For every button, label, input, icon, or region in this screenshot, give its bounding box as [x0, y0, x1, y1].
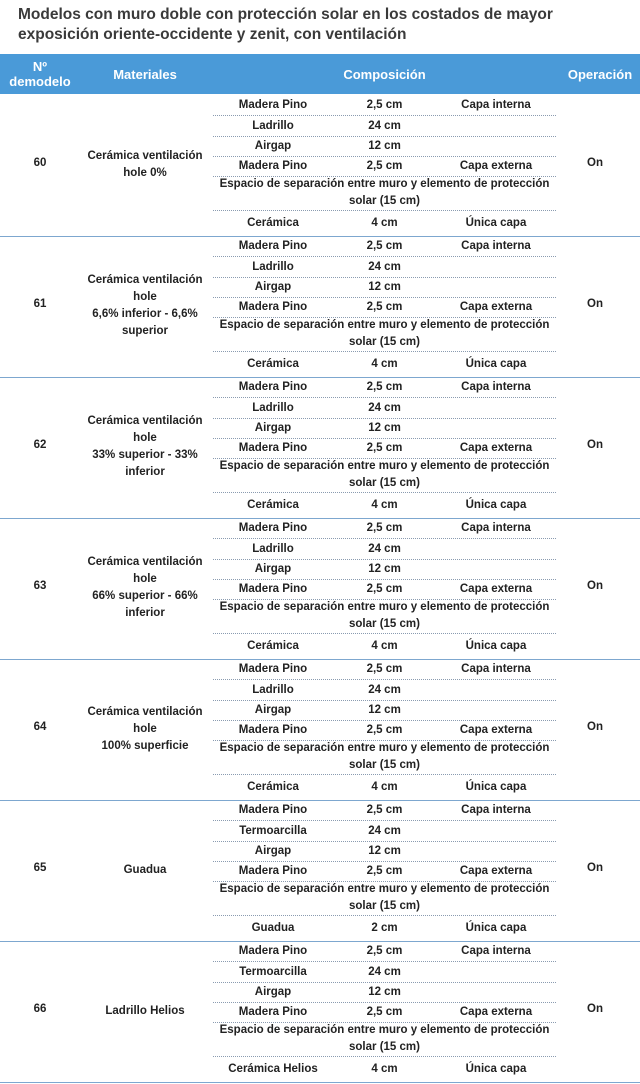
layer-note: Capa interna — [461, 804, 531, 816]
layer-thickness: 4 cm — [371, 640, 398, 652]
layer-material: Ladrillo — [252, 402, 294, 414]
model-number: 65 — [33, 862, 47, 874]
layer-material: Madera Pino — [238, 381, 308, 393]
model-material-line: Cerámica ventilación — [87, 274, 203, 286]
separator-row — [213, 599, 556, 634]
composition-row — [213, 861, 556, 882]
composition-row — [213, 398, 556, 419]
model-material-line: hole — [133, 291, 157, 303]
separator-text: Espacio de separación entre muro y elemento de protección solar (15 cm) — [219, 178, 550, 207]
layer-thickness: 24 cm — [368, 684, 401, 696]
layer-thickness: 24 cm — [368, 402, 401, 414]
separator-row — [213, 1022, 556, 1057]
layer-note: Capa externa — [459, 865, 533, 877]
composition-row — [213, 297, 556, 318]
composition-row — [213, 579, 556, 600]
model-number: 60 — [33, 157, 47, 169]
composition-row — [213, 95, 556, 116]
layer-thickness: 2,5 cm — [366, 663, 403, 675]
model-group — [0, 800, 640, 942]
table-header — [0, 54, 640, 94]
model-material-line: Ladrillo Helios — [105, 1005, 185, 1017]
layer-material: Madera Pino — [238, 522, 308, 534]
layer-thickness: 2,5 cm — [366, 945, 403, 957]
header-numero-line-2: demodelo — [9, 74, 71, 89]
layer-thickness: 2,5 cm — [366, 522, 403, 534]
layer-note: Única capa — [465, 358, 527, 370]
table-title: Modelos con muro doble con protección solar en los costados de mayor exposición oriente-occidente y zenit, con ventilación — [18, 6, 553, 43]
layer-material: Madera Pino — [238, 583, 308, 595]
separator-row — [213, 176, 556, 211]
model-material-line: Cerámica ventilación — [87, 706, 203, 718]
layer-note: Capa interna — [461, 381, 531, 393]
separator-text: Espacio de separación entre muro y elemento de protección solar (15 cm) — [219, 883, 550, 912]
layer-note: Capa externa — [459, 442, 533, 454]
header-numero-line-1: Nº — [32, 59, 48, 74]
model-operation: On — [587, 439, 603, 451]
layer-note: Única capa — [465, 499, 527, 511]
layer-material: Guadua — [251, 922, 295, 934]
model-material — [80, 704, 210, 755]
model-material-line: 6,6% inferior - 6,6% — [92, 308, 198, 320]
model-material-line: 33% superior - 33% — [92, 449, 198, 461]
composition-row — [213, 1002, 556, 1023]
layer-material: Termoarcilla — [239, 825, 307, 837]
model-number: 61 — [33, 298, 47, 310]
composition-row — [213, 841, 556, 862]
layer-thickness: 2,5 cm — [366, 583, 403, 595]
model-operation: On — [587, 721, 603, 733]
composition-row — [213, 720, 556, 741]
layer-note: Única capa — [465, 217, 527, 229]
layer-material: Ladrillo — [252, 684, 294, 696]
model-operation: On — [587, 580, 603, 592]
model-material-line: Cerámica ventilación — [87, 415, 203, 427]
composition-row — [213, 236, 556, 257]
model-material-line: hole 0% — [123, 167, 167, 179]
model-material — [80, 272, 210, 340]
layer-thickness: 4 cm — [371, 499, 398, 511]
separator-text: Espacio de separación entre muro y elemento de protección solar (15 cm) — [219, 319, 550, 348]
layer-note: Única capa — [465, 640, 527, 652]
separator-row — [213, 740, 556, 775]
model-material-line: 66% superior - 66% — [92, 590, 198, 602]
separator-text: Espacio de separación entre muro y elemento de protección solar (15 cm) — [219, 460, 550, 489]
layer-thickness: 24 cm — [368, 825, 401, 837]
layer-thickness: 2 cm — [371, 922, 398, 934]
composition-row — [213, 257, 556, 278]
layer-material: Madera Pino — [238, 865, 308, 877]
layer-material: Airgap — [254, 281, 292, 293]
layer-thickness: 4 cm — [371, 358, 398, 370]
model-material-line: Cerámica ventilación — [87, 556, 203, 568]
layer-thickness: 12 cm — [368, 281, 401, 293]
layer-note: Única capa — [465, 922, 527, 934]
layer-thickness: 12 cm — [368, 986, 401, 998]
model-material-line: inferior — [125, 466, 165, 478]
layer-material: Cerámica Helios — [228, 1063, 318, 1075]
model-number: 66 — [33, 1003, 47, 1015]
layer-material: Madera Pino — [238, 804, 308, 816]
model-group — [0, 236, 640, 378]
separator-text: Espacio de separación entre muro y elemento de protección solar (15 cm) — [219, 1024, 550, 1053]
model-material-line: Cerámica ventilación — [87, 150, 203, 162]
layer-note: Capa externa — [459, 1006, 533, 1018]
layer-material: Madera Pino — [238, 724, 308, 736]
layer-thickness: 4 cm — [371, 781, 398, 793]
layer-material: Madera Pino — [238, 1006, 308, 1018]
model-material-line: hole — [133, 573, 157, 585]
layer-material: Airgap — [254, 704, 292, 716]
composition-row — [213, 700, 556, 721]
layer-thickness: 2,5 cm — [366, 442, 403, 454]
layer-note: Capa externa — [459, 301, 533, 313]
composition-row — [213, 116, 556, 137]
model-material-line: hole — [133, 432, 157, 444]
layer-thickness: 2,5 cm — [366, 99, 403, 111]
model-operation: On — [587, 157, 603, 169]
layer-material: Madera Pino — [238, 160, 308, 172]
layer-thickness: 12 cm — [368, 845, 401, 857]
model-material-line: 100% superficie — [101, 740, 189, 752]
header-numero — [8, 54, 72, 94]
composition-row — [213, 213, 556, 233]
layer-material: Cerámica — [247, 217, 299, 229]
model-group — [0, 95, 640, 237]
layer-thickness: 12 cm — [368, 704, 401, 716]
composition-row — [213, 918, 556, 938]
model-operation: On — [587, 862, 603, 874]
layer-material: Airgap — [254, 140, 292, 152]
composition-row — [213, 539, 556, 560]
model-material-line: inferior — [125, 607, 165, 619]
composition-row — [213, 377, 556, 398]
layer-material: Airgap — [254, 986, 292, 998]
layer-note: Capa interna — [461, 663, 531, 675]
model-material — [80, 413, 210, 481]
layer-thickness: 2,5 cm — [366, 804, 403, 816]
layer-material: Cerámica — [247, 499, 299, 511]
layer-thickness: 12 cm — [368, 563, 401, 575]
layer-material: Cerámica — [247, 358, 299, 370]
composition-row — [213, 962, 556, 983]
composition-row — [213, 518, 556, 539]
model-operation: On — [587, 298, 603, 310]
model-material-line: superior — [121, 325, 168, 337]
layer-thickness: 12 cm — [368, 140, 401, 152]
layer-material: Airgap — [254, 563, 292, 575]
composition-row — [213, 636, 556, 656]
layer-note: Capa externa — [459, 724, 533, 736]
layer-thickness: 2,5 cm — [366, 724, 403, 736]
separator-text: Espacio de separación entre muro y elemento de protección solar (15 cm) — [219, 601, 550, 630]
layer-material: Madera Pino — [238, 945, 308, 957]
layer-note: Capa externa — [459, 583, 533, 595]
model-material — [80, 148, 210, 182]
layer-material: Madera Pino — [238, 99, 308, 111]
layer-note: Capa interna — [461, 240, 531, 252]
layer-thickness: 2,5 cm — [366, 240, 403, 252]
layer-thickness: 2,5 cm — [366, 865, 403, 877]
layer-note: Única capa — [465, 1063, 527, 1075]
separator-row — [213, 458, 556, 493]
model-material — [80, 862, 210, 879]
model-group — [0, 377, 640, 519]
separator-text: Espacio de separación entre muro y elemento de protección solar (15 cm) — [219, 742, 550, 771]
layer-material: Ladrillo — [252, 261, 294, 273]
composition-row — [213, 1059, 556, 1079]
layer-material: Ladrillo — [252, 543, 294, 555]
layer-note: Capa interna — [461, 99, 531, 111]
model-operation: On — [587, 1003, 603, 1015]
header-materiales: Materiales — [113, 66, 177, 82]
composition-row — [213, 277, 556, 298]
layer-thickness: 2,5 cm — [366, 160, 403, 172]
layer-thickness: 4 cm — [371, 217, 398, 229]
layer-material: Madera Pino — [238, 301, 308, 313]
layer-material: Madera Pino — [238, 240, 308, 252]
layer-note: Capa interna — [461, 522, 531, 534]
composition-row — [213, 821, 556, 842]
composition-row — [213, 418, 556, 439]
composition-row — [213, 680, 556, 701]
layer-material: Termoarcilla — [239, 966, 307, 978]
composition-row — [213, 982, 556, 1003]
layer-material: Madera Pino — [238, 442, 308, 454]
model-material-line: hole — [133, 723, 157, 735]
layer-thickness: 2,5 cm — [366, 1006, 403, 1018]
separator-row — [213, 317, 556, 352]
composition-row — [213, 438, 556, 459]
layer-thickness: 24 cm — [368, 120, 401, 132]
composition-row — [213, 354, 556, 374]
composition-row — [213, 800, 556, 821]
layer-thickness: 2,5 cm — [366, 301, 403, 313]
layer-material: Ladrillo — [252, 120, 294, 132]
layer-thickness: 24 cm — [368, 966, 401, 978]
layer-note: Capa externa — [459, 160, 533, 172]
layer-note: Única capa — [465, 781, 527, 793]
header-composicion: Composición — [343, 66, 426, 82]
model-group — [0, 659, 640, 801]
layer-thickness: 2,5 cm — [366, 381, 403, 393]
composition-row — [213, 777, 556, 797]
model-number: 62 — [33, 439, 47, 451]
layer-material: Madera Pino — [238, 663, 308, 675]
model-material — [80, 1003, 210, 1020]
layer-material: Airgap — [254, 845, 292, 857]
layer-thickness: 4 cm — [371, 1063, 398, 1075]
composition-row — [213, 941, 556, 962]
layer-material: Cerámica — [247, 781, 299, 793]
layer-note: Capa interna — [461, 945, 531, 957]
layer-thickness: 24 cm — [368, 543, 401, 555]
composition-row — [213, 559, 556, 580]
model-number: 64 — [33, 721, 47, 733]
layer-material: Cerámica — [247, 640, 299, 652]
header-operacion: Operación — [567, 66, 633, 82]
model-material — [80, 554, 210, 622]
model-group — [0, 518, 640, 660]
layer-thickness: 24 cm — [368, 261, 401, 273]
composition-row — [213, 495, 556, 515]
separator-row — [213, 881, 556, 916]
model-number: 63 — [33, 580, 47, 592]
layer-thickness: 12 cm — [368, 422, 401, 434]
composition-row — [213, 156, 556, 177]
composition-row — [213, 659, 556, 680]
layer-material: Airgap — [254, 422, 292, 434]
model-group — [0, 941, 640, 1083]
composition-row — [213, 136, 556, 157]
model-material-line: Guadua — [123, 864, 167, 876]
